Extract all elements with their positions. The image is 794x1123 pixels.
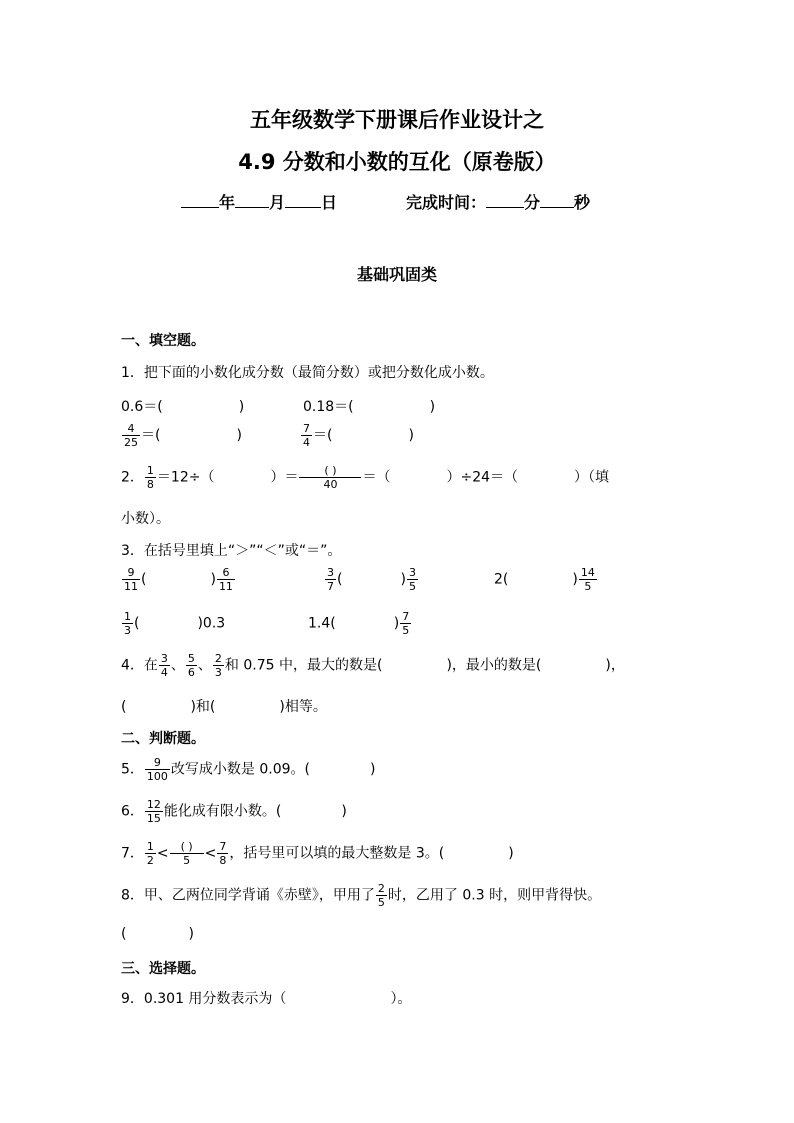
- fraction-part: 1: [124, 610, 131, 623]
- fraction: [376, 882, 387, 909]
- fraction-part: ( ): [170, 840, 204, 854]
- page-title-line1: 五年级数学下册课后作业设计之: [250, 108, 544, 132]
- text-fragment: ）＝: [270, 469, 299, 486]
- second-blank[interactable]: [540, 193, 574, 208]
- text-fragment: ＝12÷（: [156, 469, 215, 486]
- fraction: [213, 652, 224, 679]
- text-fragment: 年: [219, 193, 236, 212]
- fraction-part: 7: [327, 580, 334, 593]
- fraction-part: ( ): [299, 464, 361, 478]
- fraction-part: 11: [124, 580, 138, 593]
- text-fragment: 0.18＝(: [303, 399, 354, 415]
- fraction: [122, 566, 140, 593]
- fraction-part: 5: [584, 580, 592, 593]
- fraction-part: 5: [402, 624, 410, 637]
- fraction-part: 40: [323, 478, 338, 491]
- text-fragment: ): [341, 803, 347, 820]
- q3-r1b: [324, 566, 419, 593]
- fraction-part: 8: [146, 478, 154, 491]
- part3-heading: 三、选择题。: [121, 961, 205, 977]
- text-fragment: ): [210, 571, 216, 588]
- q4: [121, 652, 625, 679]
- text-fragment: ): [370, 761, 376, 778]
- fraction-part: 4: [122, 422, 140, 436]
- text-fragment: 日: [321, 193, 338, 212]
- text-fragment: ): [188, 926, 194, 942]
- fraction: [145, 840, 156, 867]
- fraction: [122, 610, 133, 637]
- q2-line2: 小数）。: [121, 511, 170, 527]
- fraction: [186, 652, 197, 679]
- text-fragment: ): [238, 399, 245, 415]
- minute-blank[interactable]: [486, 193, 524, 208]
- text-fragment: (: [141, 571, 147, 588]
- fraction: [400, 610, 411, 637]
- fraction: [217, 840, 228, 867]
- fraction-part: 5: [377, 896, 385, 909]
- fraction-part: 4: [303, 436, 310, 449]
- q3-r1a: [121, 566, 236, 593]
- text-fragment: 4．在: [121, 657, 158, 674]
- text-fragment: )，: [605, 657, 625, 674]
- fraction: [122, 422, 140, 449]
- text-fragment: <: [156, 845, 169, 862]
- text-fragment: 完成时间：: [406, 193, 487, 212]
- text-fragment: (: [337, 571, 343, 588]
- fraction: [579, 566, 597, 593]
- fraction-part: 3: [160, 652, 168, 665]
- text-fragment: ): [572, 571, 578, 588]
- fraction-part: 2: [377, 882, 385, 895]
- q3-r1c: [494, 566, 598, 593]
- text-fragment: ）÷24＝（: [446, 469, 519, 486]
- text-fragment: (: [134, 615, 140, 632]
- text-fragment: ): [236, 427, 242, 444]
- q8: [121, 882, 601, 909]
- fraction-part: 1: [146, 464, 154, 477]
- text-fragment: 改写成小数是 0.09。(: [170, 761, 311, 778]
- fraction: [145, 464, 156, 491]
- q1d: [300, 422, 414, 449]
- fraction-part: 6: [217, 566, 235, 580]
- text-fragment: )和(: [190, 699, 216, 715]
- fraction-part: 4: [160, 666, 168, 679]
- fraction-part: 7: [303, 422, 310, 435]
- text-fragment: ）。: [390, 991, 412, 1007]
- q1a: [121, 396, 244, 416]
- text-fragment: 、: [170, 657, 185, 674]
- text-fragment: 5．: [121, 761, 144, 778]
- fraction-part: 8: [219, 854, 227, 867]
- text-fragment: ＝（: [362, 469, 391, 486]
- fraction-part: 25: [124, 436, 138, 449]
- fraction: [159, 652, 170, 679]
- text-fragment: 2．: [121, 469, 144, 486]
- text-fragment: ): [508, 845, 514, 862]
- text-fragment: <: [204, 845, 217, 862]
- text-fragment: 6．: [121, 803, 144, 820]
- time-line: [406, 190, 590, 213]
- section-title: 基础巩固类: [356, 265, 437, 284]
- fraction-part: 2: [146, 854, 154, 867]
- fraction-part: 3: [214, 666, 222, 679]
- text-fragment: ): [393, 615, 400, 632]
- fraction: [145, 756, 170, 783]
- text-fragment: ，括号里可以填的最大整数是 3。(: [229, 845, 445, 862]
- fraction-part: 3: [408, 566, 416, 579]
- text-fragment: )，最小的数是(: [446, 657, 542, 674]
- fraction: [301, 422, 312, 449]
- day-blank[interactable]: [285, 193, 321, 208]
- text-fragment: (: [121, 699, 127, 715]
- text-fragment: ): [408, 427, 414, 444]
- date-line: [181, 190, 337, 213]
- text-fragment: ）（填: [574, 469, 610, 486]
- text-fragment: 秒: [574, 193, 591, 212]
- fraction-part: 11: [218, 580, 233, 593]
- text-fragment: ＝(: [141, 427, 161, 444]
- fraction: [299, 464, 361, 491]
- text-fragment: ): [400, 571, 406, 588]
- fraction-part: 5: [187, 652, 195, 665]
- month-blank[interactable]: [235, 193, 269, 208]
- text-fragment: 分: [524, 193, 541, 212]
- fraction-part: 14: [580, 566, 595, 579]
- fraction: [145, 798, 163, 825]
- q6: [121, 798, 347, 825]
- q7: [121, 840, 514, 867]
- fraction-part: 7: [219, 840, 227, 853]
- fraction-part: 3: [124, 624, 131, 637]
- fraction-part: 5: [408, 580, 416, 593]
- text-fragment: 7．: [121, 845, 144, 862]
- q8-line2: [121, 926, 194, 942]
- text-fragment: 1.4(: [308, 615, 336, 632]
- text-fragment: ＝(: [313, 427, 333, 444]
- text-fragment: 能化成有限小数。(: [163, 803, 282, 820]
- fraction-part: 9: [145, 756, 170, 770]
- fraction: [217, 566, 235, 593]
- fraction: [325, 566, 336, 593]
- text-fragment: 0.6＝(: [121, 399, 163, 415]
- page-title-line2: 4.9 分数和小数的互化（原卷版）: [238, 150, 556, 174]
- part1-heading: 一、填空题。: [121, 333, 205, 349]
- text-fragment: 2(: [494, 571, 509, 588]
- text-fragment: 、: [197, 657, 212, 674]
- fraction-part: 12: [146, 798, 161, 811]
- fraction-part: 15: [146, 812, 161, 825]
- text-fragment: )相等。: [279, 699, 327, 715]
- text-fragment: ): [429, 399, 436, 415]
- text-fragment: )0.3: [197, 615, 226, 632]
- q1b: [303, 396, 435, 416]
- q1-text: 1．把下面的小数化成分数（最简分数）或把分数化成小数。: [121, 365, 494, 381]
- q3-r2b: [308, 610, 412, 637]
- fraction: [407, 566, 418, 593]
- fraction-part: 9: [122, 566, 140, 580]
- fraction: [170, 840, 204, 867]
- fraction-part: 100: [146, 770, 168, 783]
- fraction-part: 3: [327, 566, 334, 579]
- text-fragment: 9．0.301 用分数表示为（: [121, 991, 287, 1007]
- fraction-part: 5: [183, 854, 191, 867]
- text-fragment: (: [121, 926, 127, 942]
- fraction-part: 2: [214, 652, 222, 665]
- text-fragment: 和 0.75 中，最大的数是(: [224, 657, 383, 674]
- q3-r2a: [121, 610, 225, 637]
- text-fragment: 时，乙用了 0.3 时，则甲背得快。: [387, 887, 602, 904]
- text-fragment: 月: [269, 193, 286, 212]
- q3-text: 3．在括号里填上“＞”“＜”或“＝”。: [121, 543, 342, 559]
- part2-heading: 二、判断题。: [121, 731, 205, 747]
- text-fragment: 8．甲、乙两位同学背诵《赤壁》，甲用了: [121, 887, 375, 904]
- q4-line2: [121, 696, 327, 716]
- q2: [121, 464, 609, 491]
- q5: [121, 756, 375, 783]
- year-blank[interactable]: [181, 193, 219, 208]
- fraction-part: 6: [187, 666, 195, 679]
- fraction-part: 1: [146, 840, 154, 853]
- fraction-part: 7: [402, 610, 410, 623]
- q1c: [121, 422, 242, 449]
- q9: [121, 988, 411, 1008]
